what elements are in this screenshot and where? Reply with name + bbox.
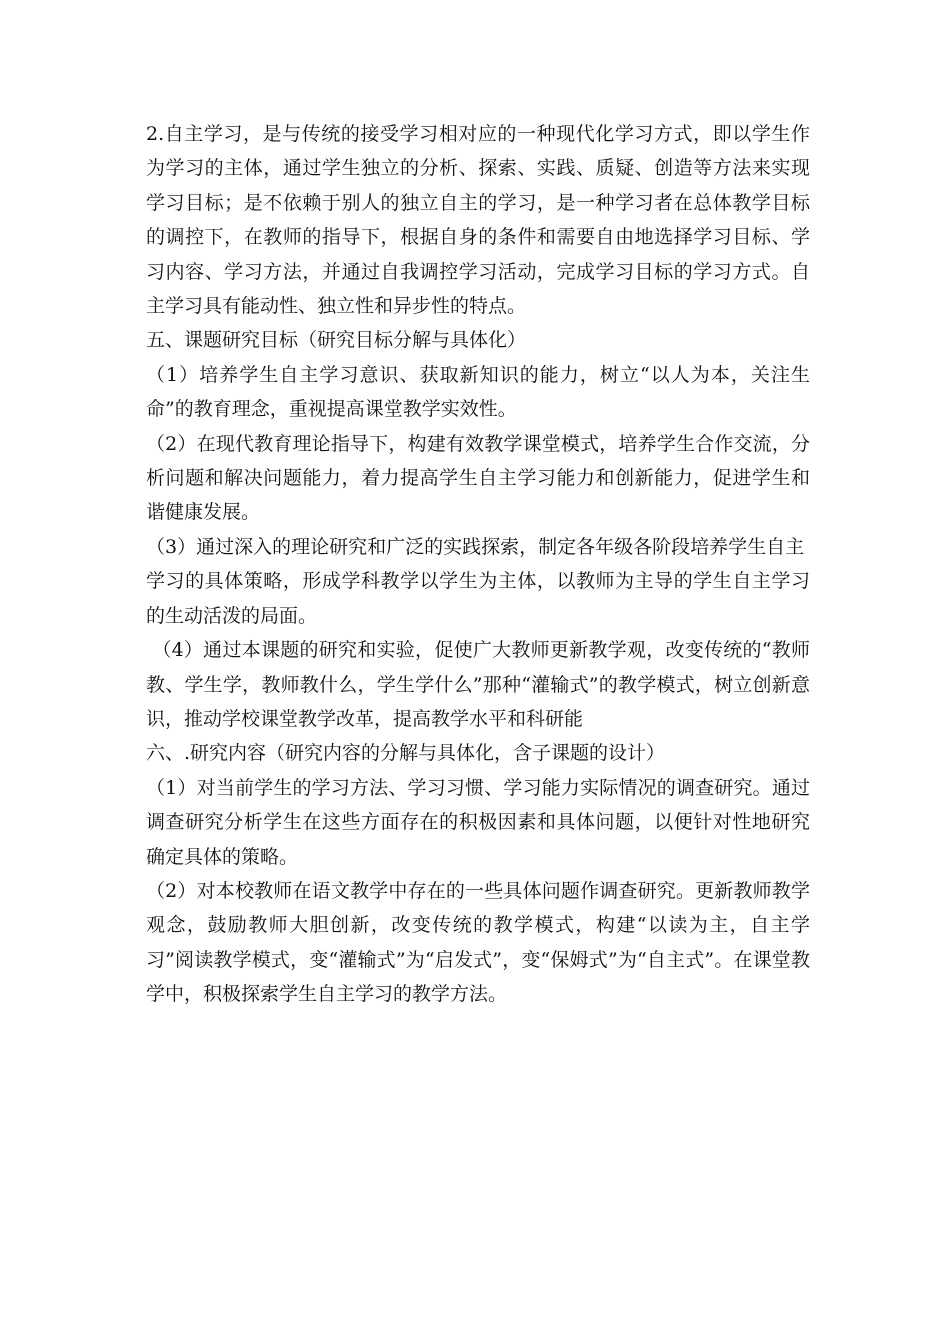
heading-section-five: 五、课题研究目标（研究目标分解与具体化） [146,329,527,352]
paragraph-content-1: （1）对当前学生的学习方法、学习习惯、学习能力实际情况的调查研究。通过调查研究分析学生在这些方面存在的积极因素和具体问题，以便针对性地研究确定具体的策略。 [146,776,810,868]
paragraph-goal-3-part-2: 学习的具体策略，形成学科教学以学生为主体，以教师为主导的学生自主学习的生动活泼的局面。 [146,570,810,627]
paragraph-goal-4: （4）通过本课题的研究和实验，促使广大教师更新教学观，改变传统的“教师教、学生学，教师教什么，学生学什么”那种“灌输式”的教学模式，树立创新意识，推动学校课堂教学改革，提高教学水平和科研能 [146,639,810,730]
heading-section-six: 六、.研究内容（研究内容的分解与具体化，含子课题的设计） [146,742,666,765]
paragraph-definition: 2.自主学习，是与传统的接受学习相对应的一种现代化学习方式，即以学生作为学习的主体，通过学生独立的分析、探索、实践、质疑、创造等方法来实现学习目标；是不依赖于别人的独立自主的学习，是一种学习者在总体教学目标的调控下，在教师的指导下，根据自身的条件和需要自由地选择学习目标、学习内容、学习方法，并通过自我调控学习活动，完成学习目标的学习方式。自主学习具有能动性、独立性和异步性的特点。 [146,123,810,318]
paragraph-content-2: （2）对本校教师在语文教学中存在的一些具体问题作调查研究。更新教师教学观念，鼓励教师大胆创新，改变传统的教学模式，构建“以读为主，自主学习”阅读教学模式，变“灌输式”为“启发式”，变“保姆式”为“自主式”。在课堂教学中，积极探索学生自主学习的教学方法。 [146,879,810,1006]
paragraph-goal-1: （1）培养学生自主学习意识、获取新知识的能力，树立“以人为本，关注生命”的教育理念，重视提高课堂教学实效性。 [146,363,810,421]
document-body [146,117,810,1012]
paragraph-goal-2: （2）在现代教育理论指导下，构建有效教学课堂模式，培养学生合作交流，分析问题和解决问题能力，着力提高学生自主学习能力和创新能力，促进学生和谐健康发展。 [146,432,810,524]
paragraph-goal-3-part-1: （3）通过深入的理论研究和广泛的实践探索，制定各年级各阶段培养学生自主 [146,535,805,558]
